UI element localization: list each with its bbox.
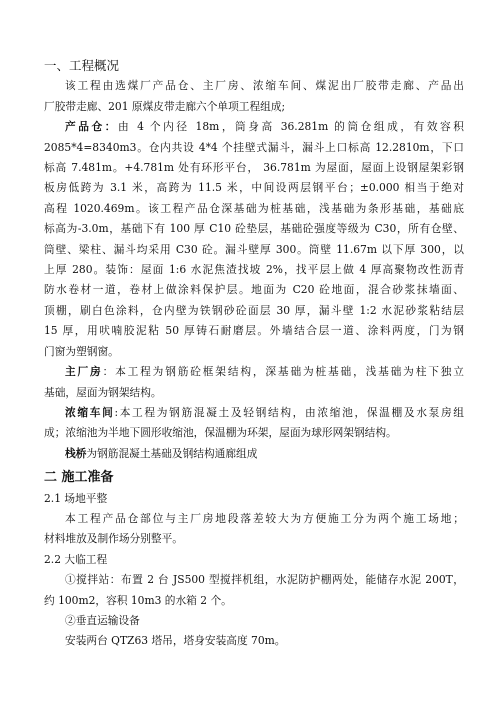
paragraph-line: 本工程产品仓部位与主厂房地段落差较大为方便施工分为两个施工场地；: [65, 511, 464, 525]
trestle-label: 栈桥: [65, 446, 87, 460]
paragraph-line: 标高 7.481m。+4.781m 处有环形平台， 36.781m 为屋面，屋面上设钢屋架彩钢: [44, 161, 464, 175]
paragraph-line: 防水卷材一道，卷材上做涂料保护层。地面为 C20 砼地面，混合砂浆抹墙面、: [44, 283, 464, 297]
paragraph-line: [44, 362, 464, 382]
paragraph-line: 高程 1020.469m。该工程产品仓深基础为桩基础，浅基础为条形基础，基础底: [44, 201, 464, 215]
product-silo-label: 产品仓：: [65, 120, 118, 134]
paragraph-line: 15 厚，用吠喃胶泥粘 50 厚铸石耐磨层。外墙结合层一道、涂料两度，门为钢: [44, 324, 464, 338]
paragraph-line: 厂胶带走廊、201 原煤皮带走廊六个单项工程组成;: [44, 99, 286, 113]
paragraph-line: [44, 444, 464, 464]
paragraph-line: 板房低跨为 3.1 米，高跨为 11.5 米，中间设两层钢平台；±0.000 相当于绝对: [44, 181, 464, 195]
paragraph-line: 筒壁、梁柱、漏斗均采用 C30 砼。漏斗壁厚 300。筒壁 11.67m 以下厚 300，以: [44, 242, 464, 256]
paragraph-line: 顶棚，刷白色涂料，仓内壁为铁钢砂砼面层 30 厚，漏斗壁 1:2 水泥砂浆粘结层: [44, 303, 464, 317]
paragraph-line: 标高为-3.0m，基础下有 100 厚 C10 砼垫层，基础砼强度等级为 C30，所有仓壁、: [44, 222, 464, 236]
paragraph-line: 该工程由选煤厂产品仓、主厂房、浓缩车间、煤泥出厂胶带走廊、产品出: [65, 79, 464, 93]
paragraph-line: ②垂直运输设备: [65, 613, 140, 627]
paragraph-line: 成；浓缩池为半地下圆形收缩池，保温棚为环架，屋面为球形网架钢结构。: [44, 426, 397, 440]
paragraph-line: 2085*4=8340m3。仓内共设 4*4 个挂壁式漏斗，漏斗上口标高 12.2810m，下口: [44, 140, 464, 154]
subsection-2-2-title: 2.2 大临工程: [44, 552, 108, 566]
subsection-2-1-title: 2.1 场地平整: [44, 491, 108, 505]
paragraph-text: ：本工程为钢筋砼框架结构，深基础为桩基础，浅基础为柱下独立: [102, 365, 464, 379]
section-1-title: 一、工程概况: [44, 58, 120, 73]
paragraph-line: 材料堆放及制作场分别整平。: [44, 532, 183, 546]
paragraph-line: [44, 117, 464, 137]
paragraph-line: ①搅拌站：布置 2 台 JS500 型搅拌机组，水泥防护棚两处，能储存水泥 200T，: [65, 573, 464, 587]
paragraph-line: 门窗为塑钢窗。: [44, 344, 119, 358]
paragraph-text: 由 4 个内径 18m，筒身高 36.281m 的筒仓组成，有效容积: [117, 120, 464, 134]
section-2-title: 二 施工准备: [44, 470, 114, 486]
paragraph-text: 为钢筋混凝土基础及钢结构通廊组成: [86, 446, 258, 460]
paragraph-line: [44, 403, 464, 423]
thickening-workshop-label: 浓缩车间: [65, 405, 115, 419]
paragraph-text: :本工程为钢筋混凝土及轻钢结构，由浓缩池，保温棚及水泵房组: [114, 405, 464, 419]
paragraph-line: 约 100m2，容积 10m3 的水箱 2 个。: [44, 593, 232, 607]
paragraph-line: 安装两台 QTZ63 塔吊，塔身安装高度 70m。: [65, 634, 286, 648]
document-page: [44, 56, 464, 652]
paragraph-line: 上厚 280。装饰：屋面 1:6 水泥焦渣找坡 2%，找平层上做 4 厚高聚物改性沥青: [44, 263, 464, 277]
main-plant-label: 主厂房: [65, 365, 103, 379]
paragraph-line: 基础，屋面为钢架结构。: [44, 385, 162, 399]
